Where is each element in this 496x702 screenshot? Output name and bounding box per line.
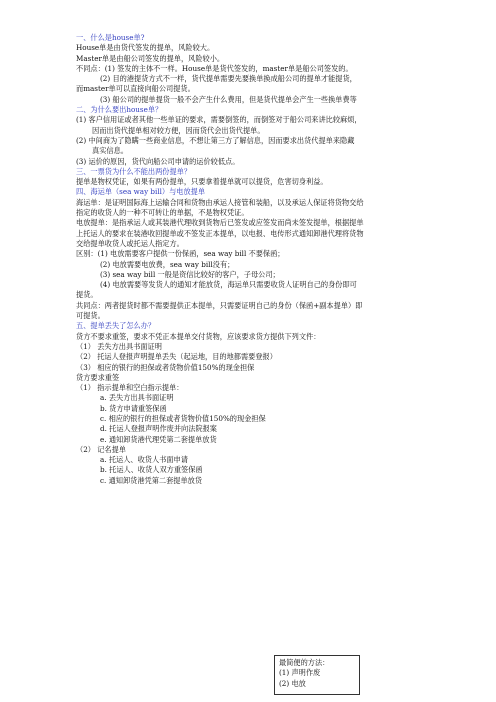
text-line: House单是由货代签发的提单，风险较大。: [76, 43, 215, 53]
text-line: (1) 客户信用证或者其他一些单证的要求，需要倒签的，而倒签对于船公司来讲比较麻烦，: [76, 115, 362, 125]
text-line: (2) 目的港提货方式不一样，货代提单需要先要换单换成船公司的提单才能提货，: [100, 74, 357, 84]
section-heading: 五、提单丢失了怎么办？: [76, 321, 156, 331]
text-line: 共同点：两者提货时都不需要提供正本提单，只需要证明自己的身份（保函+副本提单）即: [76, 300, 363, 310]
document-body: [76, 33, 428, 486]
note-item-1: (1) 声明作废: [279, 668, 321, 678]
text-line: (2) 电放需要电放费，sea way bill没有；: [100, 259, 235, 269]
text-line: (3) 运价的原因，货代向船公司申请的运价较低点。: [76, 156, 240, 166]
text-line: a. 托运人、收货人书面申请: [100, 455, 188, 465]
note-title: 最简便的方法：: [279, 658, 330, 667]
text-line: 区别：(1) 电放需要客户提供一份保函，sea way bill 不要保函；: [76, 249, 285, 259]
text-line: 提货。: [76, 290, 98, 300]
text-line: 因而出货代提单相对较方便，因而货代会出货代提单。: [92, 125, 265, 135]
text-line: 海运单：是证明国际海上运输合同和货物由承运人接管和装船，以及承运人保证将货物交给: [76, 197, 364, 207]
text-line: 提单是物权凭证，如果有两份提单，只要拿着提单就可以提货，危害切身利益。: [76, 177, 328, 187]
section-heading: 三、一票货为什么不能出两份提单？: [76, 166, 192, 176]
text-line: (3) sea way bill 一般是资信比较好的客户，子母公司；: [100, 269, 280, 279]
text-line: （2） 记名提单: [76, 444, 126, 454]
note-item-2: (2) 电放: [279, 678, 306, 688]
section-heading: 四、海运单（sea way bill）与电放提单: [76, 187, 206, 197]
text-line: 货方要求重签: [76, 372, 120, 382]
text-line: 上托运人的要求在装港收回提单或不签发正本提单，以电报、电传形式通知卸港代理将货物: [76, 228, 364, 238]
text-line: (2) 中间商为了隐瞒一些商业信息，不想让第三方了解信息，因而要求出货代提单来隐藏: [76, 135, 355, 145]
text-line: c. 相应的银行的担保或者货物价值150%的现金担保: [100, 413, 266, 423]
text-line: c. 通知卸货港凭第二套提单放货: [100, 475, 203, 485]
text-line: 指定的收货人的一种不可转让的单据，不是物权凭证。: [76, 208, 249, 218]
text-line: （2） 托运人登报声明提单丢失（起运地，目的地都需要登报）: [76, 352, 277, 362]
text-line: 而master单可以直接向船公司提货。: [76, 84, 195, 94]
text-line: (3) 船公司的提单提货一般不会产生什么费用，但是货代提单会产生一些换单费等: [100, 94, 357, 104]
section-heading: 一、什么是house单?: [76, 33, 145, 42]
text-line: 不同点：(1) 签发的主体不一样。House单是货代签发的，master单是船公司签发的。: [76, 63, 353, 73]
text-line: 电放提单：是指承运人或其装港代理收到货物后已签发或应签发而尚未签发提单，根据提单: [76, 218, 364, 228]
text-line: Master单是由船公司签发的提单，风险较小。: [76, 53, 225, 63]
text-line: b. 货方申请重签保函: [100, 403, 167, 413]
text-line: 可提货。: [76, 311, 105, 321]
section-heading: 二、为什么要出house单？: [76, 105, 163, 115]
text-line: d. 托运人登报声明作废并向法院报案: [100, 424, 217, 434]
text-line: b. 托运人、收货人双方重签保函: [100, 465, 203, 475]
text-line: 货方不要求重签，要求不凭正本提单交付货物，应该要求货方提供下列文件：: [76, 331, 321, 341]
text-line: e. 通知卸货港代理凭第二套提单放货: [100, 434, 217, 444]
text-line: （1） 丢失方出具书面证明: [76, 341, 162, 351]
text-line: 真实信息。: [92, 146, 128, 156]
text-line: （1） 指示提单和空白指示提单：: [76, 383, 184, 393]
text-line: 交给提单收货人或托运人指定方。: [76, 238, 184, 248]
text-line: (4) 电放需要等发货人的通知才能放货，海运单只需要收货人证明自己的身份即可: [100, 280, 357, 290]
text-line: （3） 相应的银行的担保或者货物价值150%的现金担保: [76, 362, 255, 372]
note-box: [274, 655, 360, 695]
text-line: a. 丢失方出具书面证明: [100, 393, 174, 403]
